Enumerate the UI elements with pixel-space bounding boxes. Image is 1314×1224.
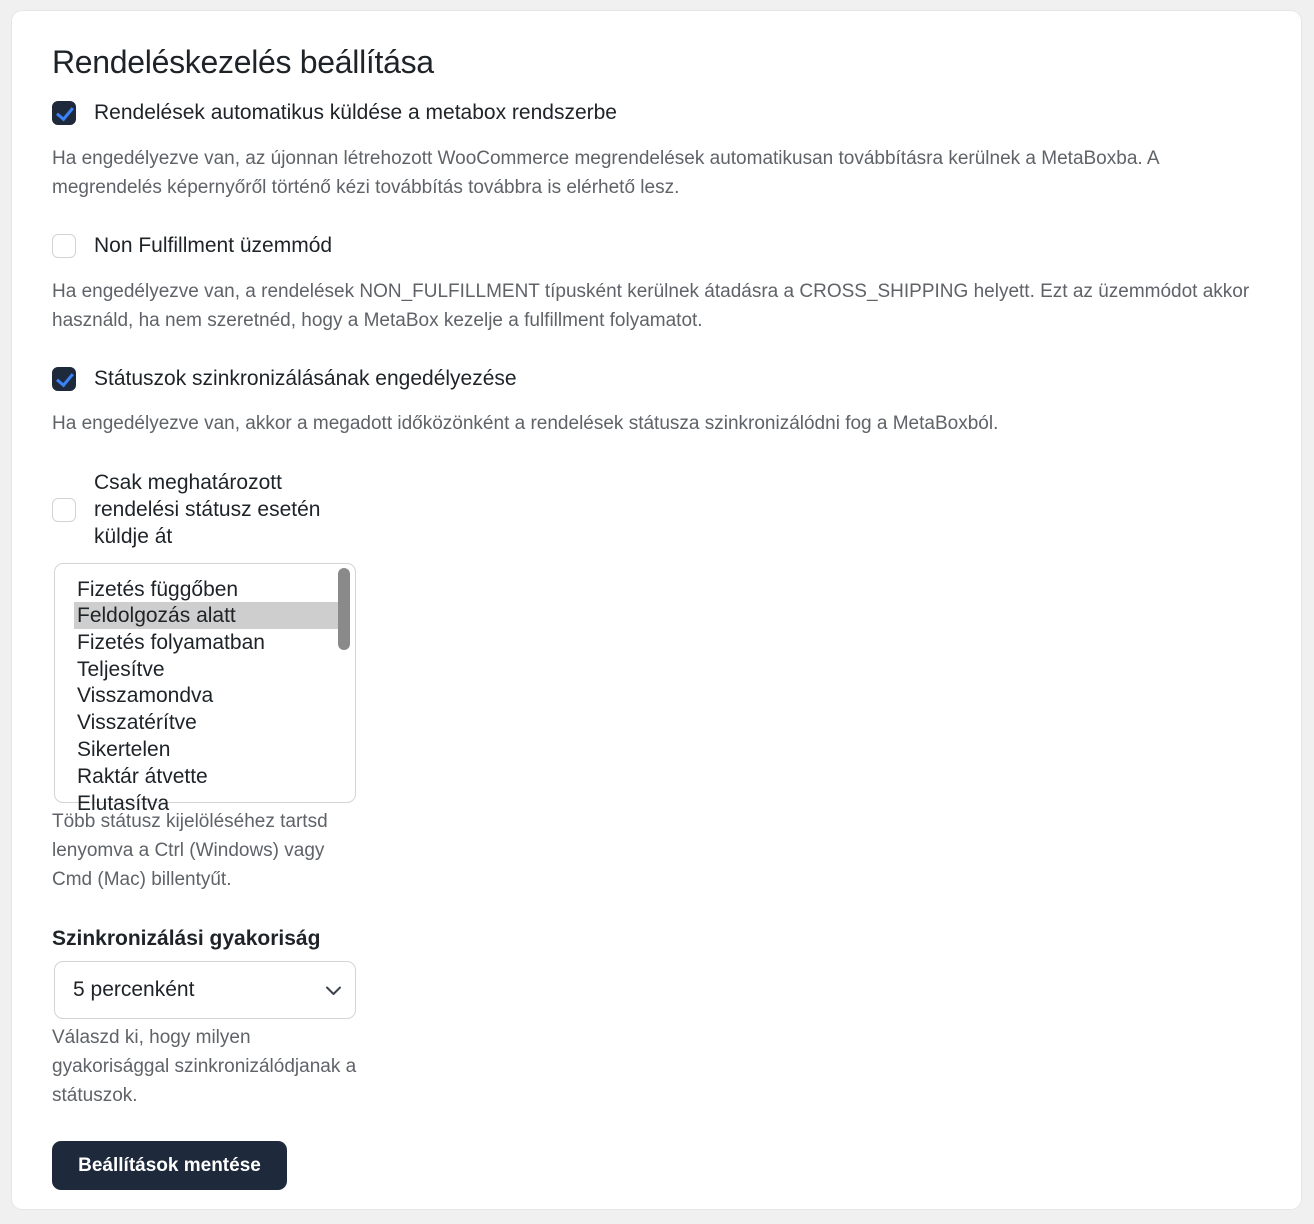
status-option[interactable]: Visszatérítve [77, 711, 197, 734]
status-option-selected[interactable]: Feldolgozás alatt [74, 602, 339, 629]
auto-send-description: Ha engedélyezve van, az újonnan létrehozott WooCommerce megrendelések automatikusan továbbításra kerülnek a MetaBoxba. A megrendelés képernyőről történő kézi továbbítás továbbra is elérhető lesz. [52, 148, 1159, 198]
status-option[interactable]: Fizetés függőben [77, 578, 239, 601]
status-sync-label: Státuszok szinkronizálásának engedélyezése [94, 367, 517, 390]
option-specific-status[interactable] [52, 469, 354, 550]
status-list-help: Több státusz kijelöléséhez tartsd lenyomva a Ctrl (Windows) vagy Cmd (Mac) billentyűt. [52, 811, 328, 890]
non-fulfillment-checkbox[interactable] [52, 234, 76, 258]
status-option[interactable]: Sikertelen [77, 738, 171, 761]
status-option[interactable]: Raktár átvette [77, 765, 208, 788]
status-multiselect[interactable] [54, 563, 356, 815]
auto-send-label: Rendelések automatikus küldése a metabox rendszerbe [94, 101, 617, 124]
sync-frequency-help: Válaszd ki, hogy milyen gyakorisággal szinkronizálódjanak a státuszok. [52, 1027, 357, 1106]
non-fulfillment-label: Non Fulfillment üzemmód [94, 234, 333, 257]
specific-status-checkbox[interactable] [52, 498, 76, 522]
chevron-down-icon [325, 982, 342, 999]
status-option[interactable]: Elutasítva [77, 792, 170, 815]
sync-frequency-label: Szinkronizálási gyakoriság [52, 927, 321, 950]
option-non-fulfillment[interactable] [52, 232, 332, 259]
status-sync-checkbox[interactable] [52, 367, 76, 391]
option-status-sync[interactable] [52, 365, 517, 392]
status-option[interactable]: Visszamondva [77, 684, 214, 707]
status-option[interactable]: Teljesítve [77, 658, 165, 681]
auto-send-checkbox[interactable] [52, 101, 76, 125]
save-settings-button[interactable]: Beállítások mentése [52, 1141, 287, 1190]
option-auto-send[interactable] [52, 99, 617, 126]
sync-frequency-value: 5 percenként [73, 978, 195, 1001]
sync-frequency-select[interactable] [54, 961, 356, 1019]
status-option[interactable]: Fizetés folyamatban [77, 631, 265, 654]
page-title: Rendeléskezelés beállítása [52, 44, 434, 80]
non-fulfillment-description: Ha engedélyezve van, a rendelések NON_FULFILLMENT típusként kerülnek átadásra a CROSS_SHIPPING helyett. Ezt az üzemmódot akkor használd, ha nem szeretnéd, hogy a MetaBox kezelje a fulfillment folyamatot. [52, 281, 1250, 331]
status-sync-description: Ha engedélyezve van, akkor a megadott időközönként a rendelések státusza szinkronizálódni fog a MetaBoxból. [52, 413, 999, 434]
listbox-scrollbar[interactable] [338, 568, 350, 650]
specific-status-label: Csak meghatározott rendelési státusz esetén küldje át [94, 471, 321, 548]
